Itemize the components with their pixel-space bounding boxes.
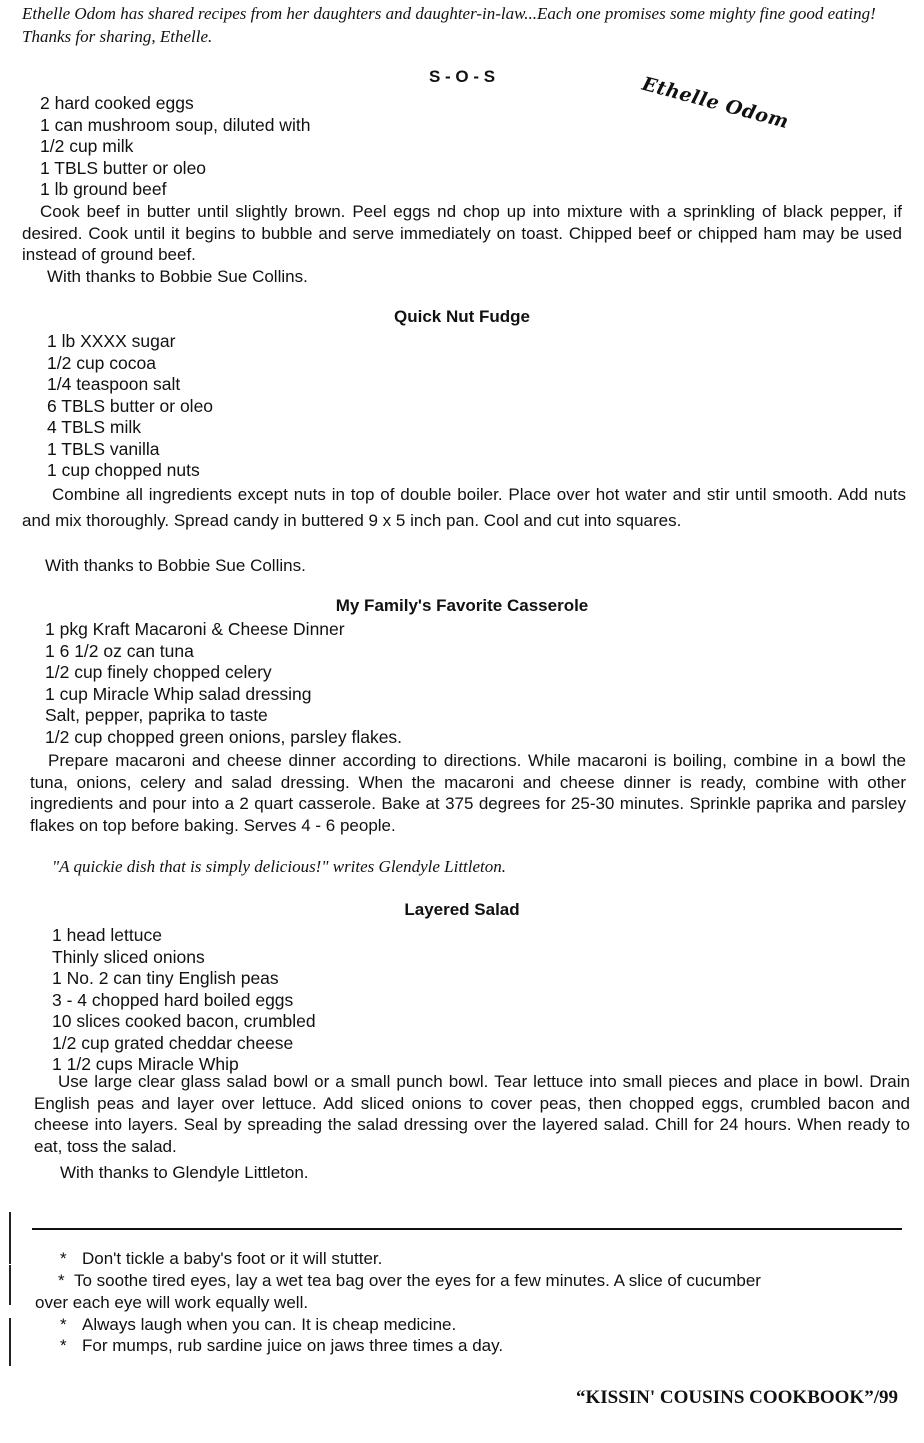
ingredient: 4 TBLS milk	[47, 417, 142, 437]
ingredient-list-fudge	[47, 331, 213, 482]
margin-mark	[9, 1212, 11, 1264]
bullet-icon: *	[60, 1336, 67, 1355]
recipe-title-casserole: My Family's Favorite Casserole	[335, 596, 589, 615]
margin-mark	[9, 1318, 11, 1366]
ingredient: 1 TBLS butter or oleo	[40, 157, 207, 178]
ingredient-list-salad	[52, 925, 316, 1076]
tip-text: Always laugh when you can. It is cheap medicine.	[82, 1315, 457, 1334]
ingredient: 10 slices cooked bacon, crumbled	[52, 1011, 316, 1031]
tip-item	[58, 1270, 761, 1292]
ingredient: 1 1/2 cups Miracle Whip	[52, 1054, 239, 1074]
tip-text: Don't tickle a baby's foot or it will stutter.	[82, 1249, 383, 1268]
ingredient: 1 6 1/2 oz can tuna	[45, 640, 194, 661]
section-divider	[32, 1228, 902, 1230]
tip-item	[60, 1335, 503, 1357]
directions-casserole	[30, 750, 906, 836]
directions-sos	[22, 201, 902, 266]
tip-item	[60, 1314, 456, 1336]
ingredient: 1 head lettuce	[52, 925, 162, 945]
ingredient: 1/2 cup cocoa	[47, 352, 156, 373]
bullet-icon: *	[60, 1249, 67, 1268]
ingredient: 1 lb ground beef	[40, 179, 167, 199]
ingredient: 1/2 cup chopped green onions, parsley flakes.	[45, 726, 403, 747]
ingredient: 3 - 4 chopped hard boiled eggs	[52, 989, 294, 1010]
ingredient: 1 cup Miracle Whip salad dressing	[45, 683, 312, 704]
ingredient: 6 TBLS butter or oleo	[47, 395, 214, 416]
ingredient: Thinly sliced onions	[52, 946, 205, 967]
ingredient: 1 pkg Kraft Macaroni & Cheese Dinner	[45, 619, 345, 639]
tip-item-continued: over each eye will work equally well.	[35, 1293, 309, 1312]
intro-note: Ethelle Odom has shared recipes from her daughters and daughter-in-law...Each one promises some mighty fine good eating! Thanks for sharing, Ethelle.	[22, 4, 876, 46]
margin-mark	[9, 1265, 11, 1305]
directions-text: Combine all ingredients except nuts in top of double boiler. Place over hot water and stir until smooth. Add nuts and mix thoroughly. Spread candy in buttered 9 x 5 inch pan. Cool and cut into squares.	[22, 485, 906, 530]
ingredient: 1 lb XXXX sugar	[47, 331, 176, 351]
tip-text: For mumps, rub sardine juice on jaws three times a day.	[82, 1336, 504, 1355]
bullet-icon: *	[58, 1271, 65, 1290]
ingredient: 1/2 cup milk	[40, 136, 134, 156]
credit-sos: With thanks to Bobbie Sue Collins.	[47, 267, 308, 286]
directions-text: Cook beef in butter until slightly brown. Peel eggs nd chop up into mixture with a sprinkling of black pepper, if desired. Cook until it begins to bubble and serve immediately on toast. Chipped beef or chipped ham may be used instead of ground beef.	[22, 202, 902, 264]
tip-item	[60, 1248, 382, 1270]
ingredient-list-casserole	[45, 619, 402, 748]
ingredient: 1 cup chopped nuts	[47, 460, 200, 480]
page-footer: “KISSIN' COUSINS COOKBOOK”/99	[575, 1387, 898, 1408]
quote-casserole: "A quickie dish that is simply delicious!" writes Glendyle Littleton.	[52, 857, 507, 876]
bullet-icon: *	[60, 1315, 67, 1334]
directions-salad	[34, 1071, 910, 1157]
ingredient: 1/2 cup grated cheddar cheese	[52, 1032, 294, 1053]
directions-text: Use large clear glass salad bowl or a small punch bowl. Tear lettuce into small pieces and place in bowl. Drain English peas and layer over lettuce. Add sliced onions to cover peas, then chopped eggs, crumbled bacon and cheese into layers. Seal by spreading the salad dressing over the layered salad. Chill for 24 hours. When ready to eat, toss the salad.	[34, 1072, 910, 1156]
ingredient: 1 TBLS vanilla	[47, 438, 160, 459]
ingredient-list-sos	[40, 93, 310, 201]
directions-text: Prepare macaroni and cheese dinner according to directions. While macaroni is boiling, combine in a bowl the tuna, onions, celery and salad dressing. When the macaroni and cheese dinner is ready, combine with other ingredients and pour into a 2 quart casserole. Bake at 375 degrees for 25-30 minutes. Sprinkle paprika and parsley flakes on top before baking. Serves 4 - 6 people.	[30, 751, 906, 835]
ingredient: 1/2 cup finely chopped celery	[45, 662, 272, 682]
ingredient: 2 hard cooked eggs	[40, 93, 194, 113]
credit-salad: With thanks to Glendyle Littleton.	[60, 1163, 309, 1182]
directions-fudge	[22, 482, 906, 534]
ingredient: 1 No. 2 can tiny English peas	[52, 968, 279, 988]
recipe-title-fudge: Quick Nut Fudge	[394, 307, 530, 326]
recipe-title-sos: S - O - S	[428, 67, 496, 86]
tip-text: To soothe tired eyes, lay a wet tea bag over the eyes for a few minutes. A slice of cucumber	[74, 1271, 761, 1290]
ingredient: 1/4 teaspoon salt	[47, 374, 181, 394]
credit-fudge: With thanks to Bobbie Sue Collins.	[45, 556, 306, 575]
ingredient: Salt, pepper, paprika to taste	[45, 705, 268, 725]
ingredient: 1 can mushroom soup, diluted with	[40, 114, 311, 135]
handwritten-signature: Ethelle Odom	[639, 72, 792, 134]
recipe-title-salad: Layered Salad	[404, 900, 520, 919]
